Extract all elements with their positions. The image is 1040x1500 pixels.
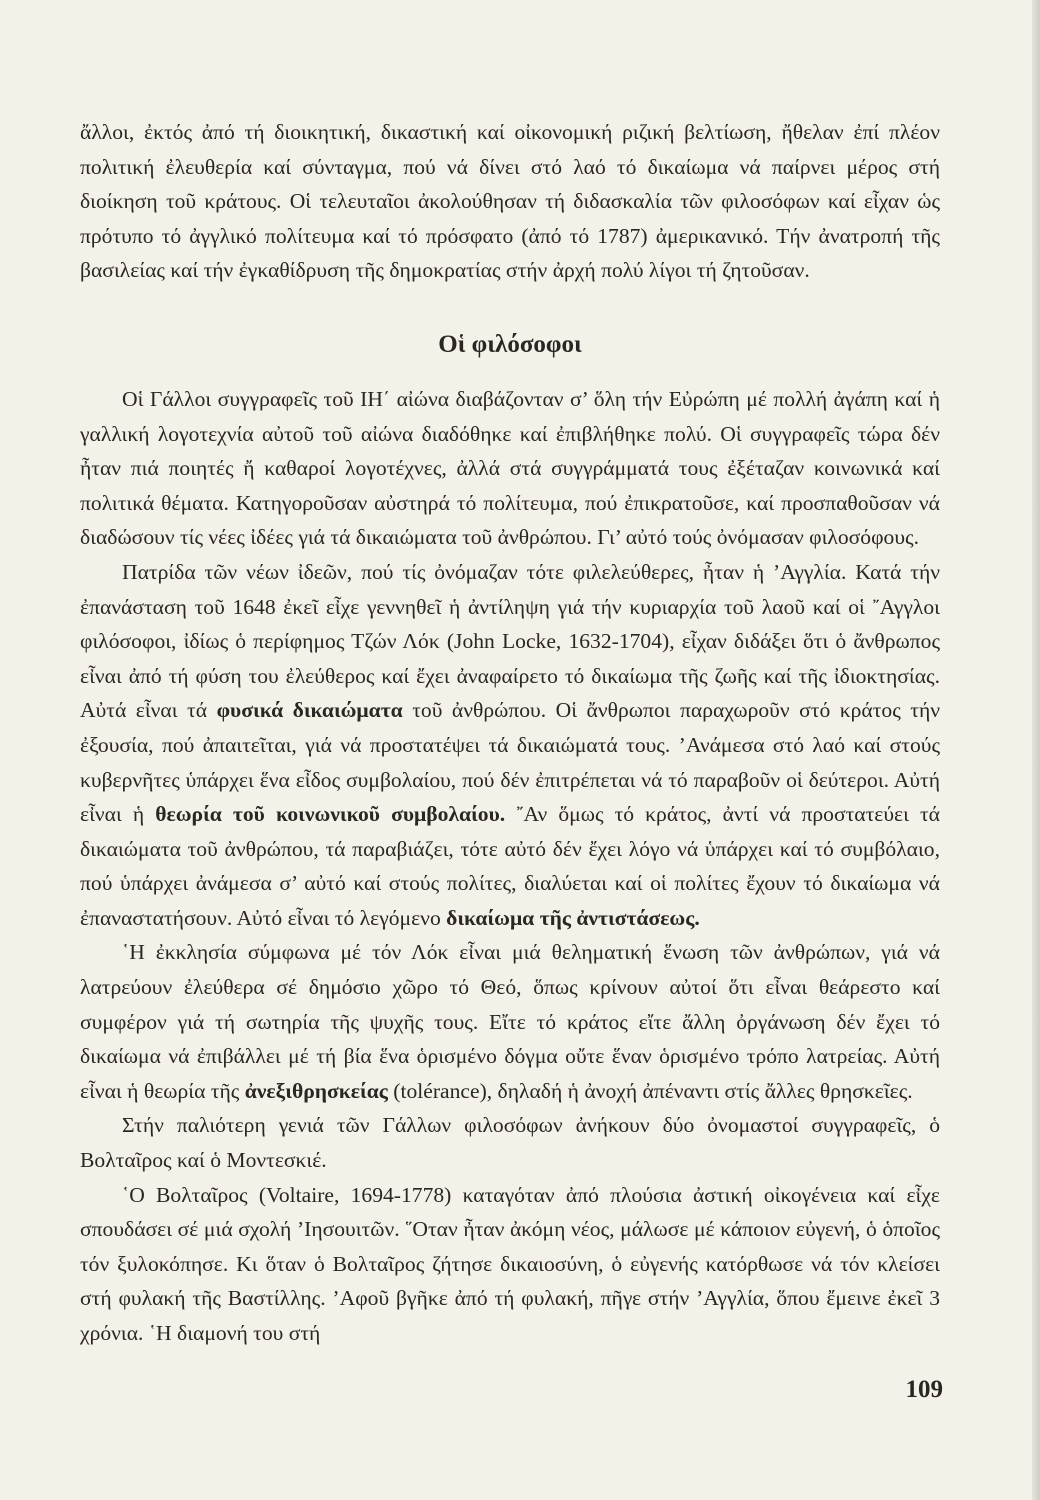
tolerance-term: ἀνεξιθρησκείας: [244, 1078, 388, 1103]
england-text-3: ῎Αν ὅμως τό κράτος, ἀντί νά προστατεύει τά δικαιώματα τοῦ ἀνθρώπου, τά παραβιάζει, τότε αὐτό δέν ἔχει λόγο νά ὑπάρχει καί τό συμβόλαιο, πού ὑπάρχει ἀνάμεσα σ’ αὐτό καί στούς πολίτες, διαλύεται καί οἱ πολίτες ἔχουν τό δικαίωμα νά ἐπαναστατήσουν. Αὐτό εἶναι τό λεγόμενο: [80, 802, 940, 930]
paragraph-england: [80, 555, 940, 936]
england-text-1: Πατρίδα τῶν νέων ἰδεῶν, πού τίς ὀνόμαζαν τότε φιλελεύθερες, ἦταν ἡ ’Αγγλία. Κατά τήν ἐπανάσταση τοῦ 1648 ἐκεῖ εἶχε γεννηθεῖ ἡ ἀντίληψη γιά τήν κυριαρχία τοῦ λαοῦ καί οἱ ῎Αγγλοι φιλόσοφοι, ἰδίως ὁ περίφημος Τζών Λόκ (John Locke, 1632-1704), εἶχαν διδάξει ὅτι ὁ ἄνθρωπος εἶναι ἀπό τή φύση του ἐλεύθερος καί ἔχει ἀναφαίρετο τό δικαίωμα τῆς ζωῆς καί τῆς ἰδιοκτησίας. Αὐτά εἶναι τά: [80, 559, 940, 723]
paragraph-voltaire: ῾Ο Βολταῖρος (Voltaire, 1694-1778) καταγόταν ἀπό πλούσια ἀστική οἰκογένεια καί εἶχε σπουδάσει σέ μιά σχολή ’Ιησουιτῶν. ῞Οταν ἦταν ἀκόμη νέος, μάλωσε μέ κάποιον εὐγενή, ὁ ὁποῖος τόν ξυλοκόπησε. Κι ὅταν ὁ Βολταῖρος ζήτησε δικαιοσύνη, ὁ εὐγενής κατόρθωσε νά τόν κλείσει στή φυλακή τῆς Βαστίλλης. ’Αφοῦ βγῆκε ἀπό τή φυλακή, πῆγε στήν ’Αγγλία, ὅπου ἔμεινε ἐκεῖ 3 χρόνια. ῾Η διαμονή του στή: [80, 1182, 940, 1345]
page-number: 109: [905, 1376, 943, 1403]
right-of-resistance-term: δικαίωμα τῆς ἀντιστάσεως.: [446, 905, 700, 930]
paragraph-writers: Οἱ Γάλλοι συγγραφεῖς τοῦ ΙΗ΄ αἰώνα διαβάζονταν σ’ ὅλη τήν Εὐρώπη μέ πολλή ἀγάπη καί ἡ γαλλική λογοτεχνία αὐτοῦ τοῦ αἰώνα διαδόθηκε καί ἐπιβλήθηκε πολύ. Οἱ συγγραφεῖς τώρα δέν ἦταν πιά ποιητές ἤ καθαροί λογοτέχνες, ἀλλά στά συγγράμματά τους ἐξέταζαν κοινωνικά καί πολιτικά θέματα. Κατηγοροῦσαν αὐστηρά τό πολίτευμα, πού ἐπικρατοῦσε, καί προσπαθοῦσαν νά διαδώσουν τίς νέες ἰδέες γιά τά δικαιώματα τοῦ ἀνθρώπου. Γι’ αὐτό τούς ὀνόμασαν φιλοσόφους.: [80, 386, 940, 550]
page-edge: [1032, 0, 1040, 1500]
paragraph-older-generation: Στήν παλιότερη γενιά τῶν Γάλλων φιλοσόφων ἀνήκουν δύο ὀνομαστοί συγγραφεῖς, ὁ Βολταῖρος καί ὁ Μοντεσκιέ.: [80, 1113, 940, 1173]
natural-rights-term: φυσικά δικαιώματα: [216, 698, 403, 723]
church-text-2: (tolérance), δηλαδή ἡ ἀνοχή ἀπέναντι στίς ἄλλες θρησκεῖες.: [387, 1078, 913, 1103]
social-contract-term: θεωρία τοῦ κοινωνικοῦ συμβολαίου.: [155, 802, 506, 827]
body-text: [80, 115, 940, 1351]
paragraph-church: [80, 935, 940, 1108]
section-heading: Οἱ φιλόσοφοι: [438, 330, 582, 358]
church-text-1: ῾Η ἐκκλησία σύμφωνα μέ τόν Λόκ εἶναι μιά θεληματική ἕνωση τῶν ἀνθρώπων, γιά νά λατρεύουν ἐλεύθερα σέ δημόσιο χῶρο τό Θεό, ὅπως κρίνουν αὐτοί ὅτι εἶναι θεάρεστο καί συμφέρον γιά τή σωτηρία τῆς ψυχῆς τους. Εἴτε τό κράτος εἴτε ἄλλη ὀργάνωση δέν ἔχει τό δικαίωμα νά ἐπιβάλλει μέ τή βία ἕνα ὁρισμένο δόγμα οὔτε ἕναν ὁρισμένο τρόπο λατρείας. Αὐτή εἶναι ἡ θεωρία τῆς: [80, 940, 940, 1103]
england-text-2: τοῦ ἀνθρώπου. Οἱ ἄνθρωποι παραχωροῦν στό κράτος τήν ἐξουσία, πού ἀπαιτεῖται, γιά νά προστατέψει τά δικαιώματά τους. ’Ανάμεσα στό λαό καί στούς κυβερνῆτες ὑπάρχει ἕνα εἶδος συμβολαίου, πού δέν ἐπιτρέπεται νά τό παραβοῦν οἱ δεύτεροι. Αὐτή εἶναι ἡ: [80, 698, 941, 827]
intro-paragraph: ἄλλοι, ἐκτός ἀπό τή διοικητική, δικαστική καί οἰκονομική ριζική βελτίωση, ἤθελαν ἐπί πλέον πολιτική ἐλευθερία καί σύνταγμα, πού νά δίνει στό λαό τό δικαίωμα νά παίρνει μέρος στή διοίκηση τοῦ κράτους. Οἱ τελευταῖοι ἀκολούθησαν τή διδασκαλία τῶν φιλοσόφων καί εἶχαν ὡς πρότυπο τό ἀγγλικό πολίτευμα καί τό πρόσφατο (ἀπό τό 1787) ἀμερικανικό. Τήν ἀνατροπή τῆς βασιλείας καί τήν ἐγκαθίδρυση τῆς δημοκρατίας στήν ἀρχή πολύ λίγοι τή ζητοῦσαν.: [80, 120, 940, 283]
